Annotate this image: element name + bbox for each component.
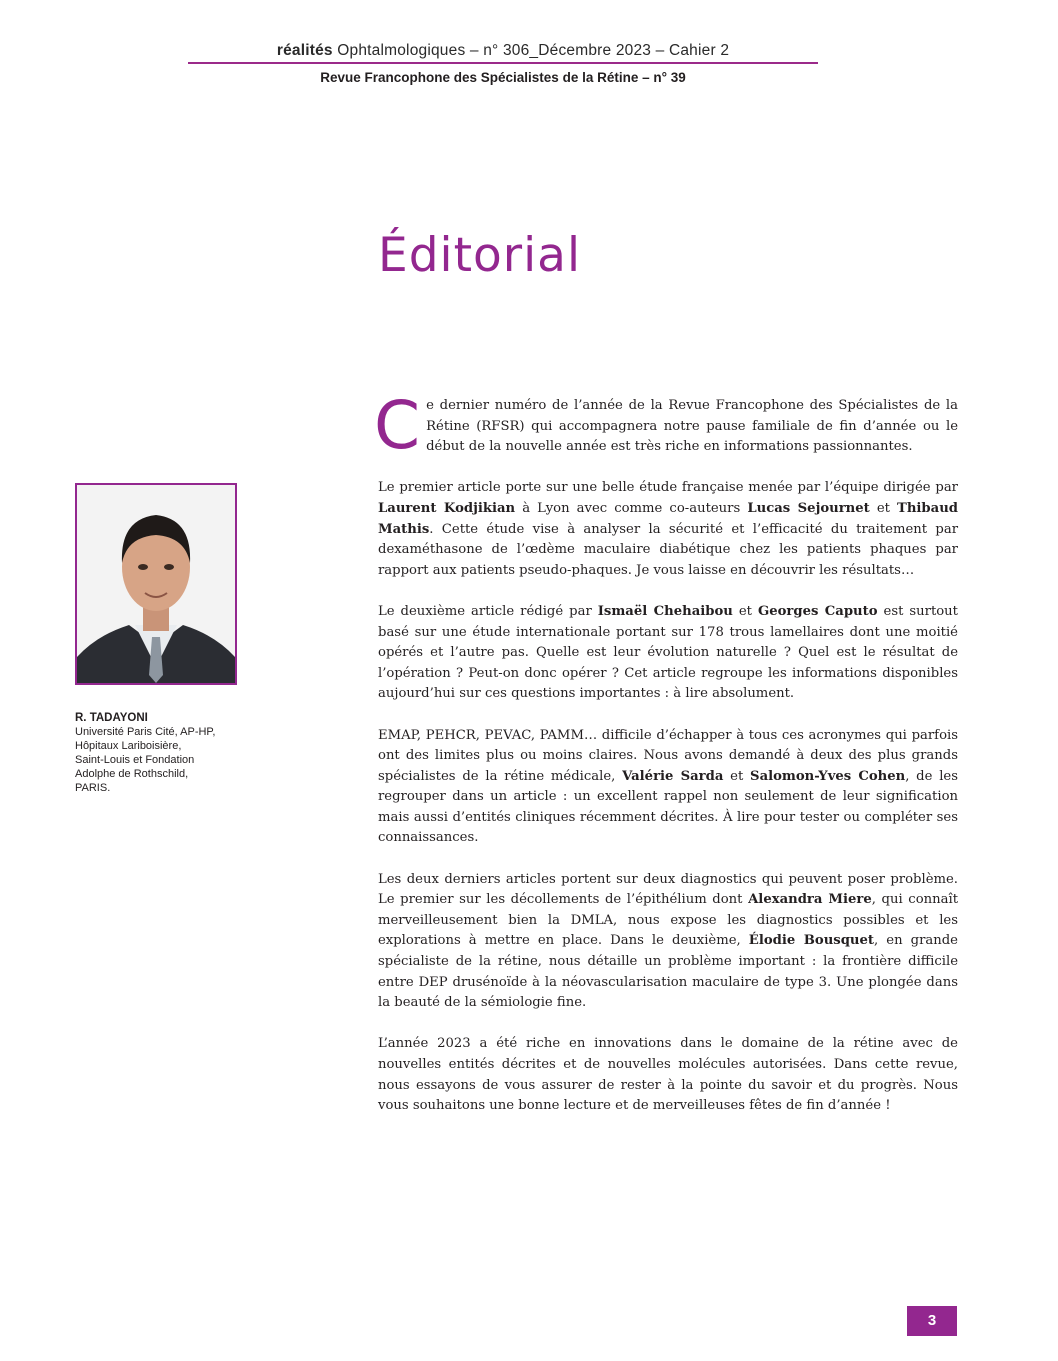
author-block — [75, 711, 245, 795]
paragraph-intro: Ce dernier numéro de l’année de la Revue Francophone des Spécialistes de la Rétine (RFSR) qui accompagnera notre pause familiale de fin d’année ou le début de la nouvelle année est très riche en informations passionnantes. — [374, 387, 958, 464]
journal-subtitle: Revue Francophone des Spécialistes de la Rétine – n° 39 — [320, 70, 686, 85]
paragraph-first-article: Le premier article porte sur une belle étude française menée par l’équipe dirigée par Laurent Kodjikian à Lyon avec comme co-auteurs Lucas Sejournet et Thibaud Mathis. Cette étude vise à analyser la sécurité et l’efficacité du traitement par dexaméthasone de l’œdème maculaire diabétique chez les patients phaques par rapport aux patients pseudo-phaques. Je vous laisse en découvrir les résultats… — [378, 480, 959, 578]
author-mention: Ismaël Chehaibou — [597, 603, 733, 619]
editorial-body — [374, 387, 959, 1137]
author-mention: Georges Caputo — [757, 603, 878, 619]
header-divider — [188, 62, 818, 64]
author-mention: Laurent Kodjikian — [378, 500, 516, 516]
author-mention: Valérie Sarda — [622, 768, 724, 784]
journal-issue: Ophtalmologiques – n° 306_Décembre 2023 – Cahier 2 — [337, 42, 730, 59]
author-affiliation-line: Adolphe de Rothschild, — [75, 768, 189, 780]
author-name: R. TADAYONI — [75, 712, 148, 724]
paragraph-second-article: Le deuxième article rédigé par Ismaël Chehaibou et Georges Caputo est surtout basé sur une étude internationale portant sur 178 trous lamellaires dont une moitié opérés et l’autre pas. Quelle est leur évolution naturelle ? Quel est le résultat de l’opération ? Peut-on donc opérer ? Cet article regroupe les informations disponibles aujourd’hui sur ces questions importantes : à lire absolument. — [378, 603, 958, 702]
author-affiliation-line: Hôpitaux Lariboisière, — [75, 740, 182, 752]
author-affiliation-line: PARIS. — [75, 782, 111, 794]
author-mention: Salomon-Yves Cohen — [750, 768, 906, 784]
author-mention: Alexandra Miere — [748, 892, 872, 908]
paragraph-acronyms: EMAP, PEHCR, PEVAC, PAMM… difficile d’échapper à tous ces acronymes qui parfois ont des limites plus ou moins claires. Nous avons demandé à deux des plus grands spécialistes de la rétine médicale, Valérie Sarda et Salomon-Yves Cohen, de les regrouper dans un article : un excellent rappel non seulement de leur signification mais aussi d’entités cliniques récemment décrites. À lire pour tester ou compléter ses connaissances. — [378, 727, 958, 846]
author-affiliation-line: Université Paris Cité, AP-HP, — [75, 726, 216, 738]
author-photo — [75, 483, 237, 685]
author-affiliation-line: Saint-Louis et Fondation — [75, 754, 195, 766]
paragraph-diagnostics: Les deux derniers articles portent sur deux diagnostics qui peuvent poser problème. Le premier sur les décollements de l’épithélium dont Alexandra Miere, qui connaît merveilleusement bien la DMLA, nous expose les diagnostics possibles et les explorations à mettre en place. Dans le deuxième, Élodie Bousquet, en grande spécialiste de la rétine, nous détaille un problème important : la frontière difficile entre DEP drusénoïde à la néovascularisation maculaire de type 3. Une plongée dans la beauté de la sémiologie fine. — [378, 871, 958, 1011]
author-mention: Thibaud Mathis — [378, 500, 959, 537]
journal-brand: réalités — [276, 42, 333, 59]
author-mention: Lucas Sejournet — [747, 500, 870, 516]
author-mention: Élodie Bousquet — [748, 933, 874, 949]
paragraph-closing: L’année 2023 a été riche en innovations dans le domaine de la rétine avec de nouvelles entités décrites et de nouvelles molécules autorisées. Dans cette revue, nous essayons de vous assurer de rester à la pointe du savoir et du progrès. Nous vous souhaitons une bonne lecture et de merveilleuses fêtes de fin d’année ! — [378, 1036, 958, 1114]
page-title: Éditorial — [378, 228, 582, 283]
journal-header — [188, 42, 818, 60]
drop-cap: C — [374, 387, 421, 464]
page-number: 3 — [907, 1306, 957, 1336]
